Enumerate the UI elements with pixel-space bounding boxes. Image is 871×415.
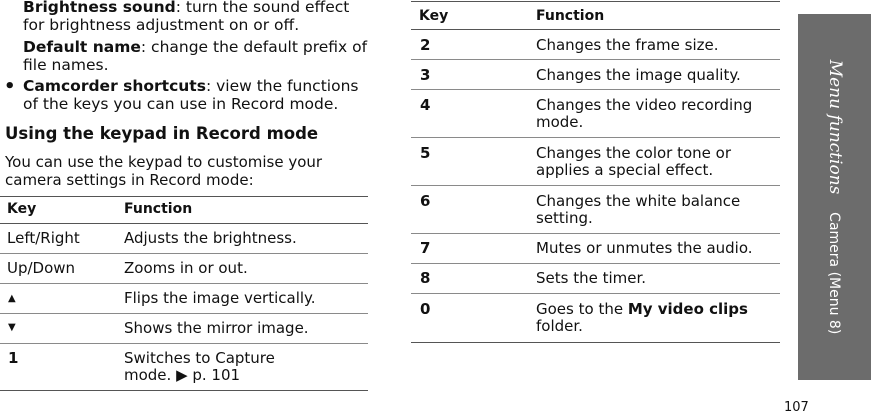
brightness-sound-term: Brightness sound [23,0,176,16]
table-row-function: Sets the timer. [536,269,647,287]
table-row-rule [0,283,368,284]
brightness-sound-desc-2: for brightness adjustment on or off. [23,16,300,34]
sidebar-label [825,60,845,335]
table-row-rule [411,263,780,264]
table-row-function: Changes the video recording [536,96,753,114]
table-row-function: Adjusts the brightness. [124,229,297,247]
table-row-key: 4 [420,96,431,114]
table-row-function: Zooms in or out. [124,259,248,277]
default-name-desc-2: file names. [23,56,109,74]
table-bottom-rule [0,390,368,391]
table-header-function: Function [536,8,605,24]
table-row-function: Changes the image quality. [536,66,741,84]
section-body-line-1: You can use the keypad to customise your [5,153,323,171]
table-top-rule [411,1,780,2]
bullet-icon: • [4,76,16,97]
table-row-function: Shows the mirror image. [124,319,309,337]
table-row-function-line-2: folder. [536,317,583,335]
table-row-function: Changes the frame size. [536,36,719,54]
table-row-key: 5 [420,144,431,162]
table-row-key: 0 [420,300,431,318]
table-row-key: 1 [8,349,19,367]
table-row-key: 6 [420,192,431,210]
page-number: 107 [784,400,809,415]
table-header-key: Key [7,201,37,217]
table-row-rule [0,343,368,344]
table-row-function-line-2: applies a special effect. [536,161,714,179]
table-row-function-line-2: mode. ▶ p. 101 [124,366,241,384]
camcorder-shortcuts-line [23,77,358,95]
table-row-function: Flips the image vertically. [124,289,316,307]
function-prefix: Goes to the [536,300,628,318]
table-row-key: Up/Down [7,259,76,277]
table-row-rule [411,185,780,186]
brightness-sound-line [23,0,349,16]
table-row-function: Mutes or unmutes the audio. [536,239,753,257]
sidebar-subsection: Camera (Menu 8) [826,212,842,335]
table-row-function-line-2: setting. [536,209,593,227]
camcorder-shortcuts-term: Camcorder shortcuts [23,77,206,95]
camcorder-shortcuts-desc: : view the functions [205,77,359,95]
table-row-rule [411,89,780,90]
table-row-function-line-2: mode. [536,113,584,131]
default-name-desc: : change the default prefix of [140,38,368,56]
table-row-key: 3 [420,66,431,84]
table-row-rule [0,253,368,254]
table-row-rule [0,313,368,314]
table-row-function [536,301,748,318]
table-row-function: Changes the color tone or [536,144,732,162]
camcorder-shortcuts-desc-2: of the keys you can use in Record mode. [23,95,339,113]
up-arrow-key-icon: ▲ [8,293,16,304]
table-row-function: Switches to Capture [124,349,275,367]
table-row-rule [411,59,780,60]
table-row-rule [411,137,780,138]
section-body-line-2: camera settings in Record mode: [5,171,254,189]
table-row-key: 2 [420,36,431,54]
table-row-rule [411,293,780,294]
my-video-clips-folder-name: My video clips [627,300,748,318]
table-row-function: Changes the white balance [536,192,741,210]
down-arrow-key-icon: ▼ [8,322,16,333]
default-name-term: Default name [23,38,141,56]
default-name-line [23,38,367,56]
table-header-key: Key [419,8,449,24]
table-header-rule [411,29,780,30]
table-header-function: Function [124,201,193,217]
sidebar-section-title: Menu functions [825,59,845,195]
table-row-rule [411,233,780,234]
table-row-key: 7 [420,239,431,257]
table-top-rule [0,196,368,197]
table-header-rule [0,223,368,224]
table-bottom-rule [411,342,780,343]
table-row-key: Left/Right [7,229,80,247]
table-row-key: 8 [420,269,431,287]
brightness-sound-desc: : turn the sound effect [175,0,350,16]
section-heading: Using the keypad in Record mode [5,124,319,143]
